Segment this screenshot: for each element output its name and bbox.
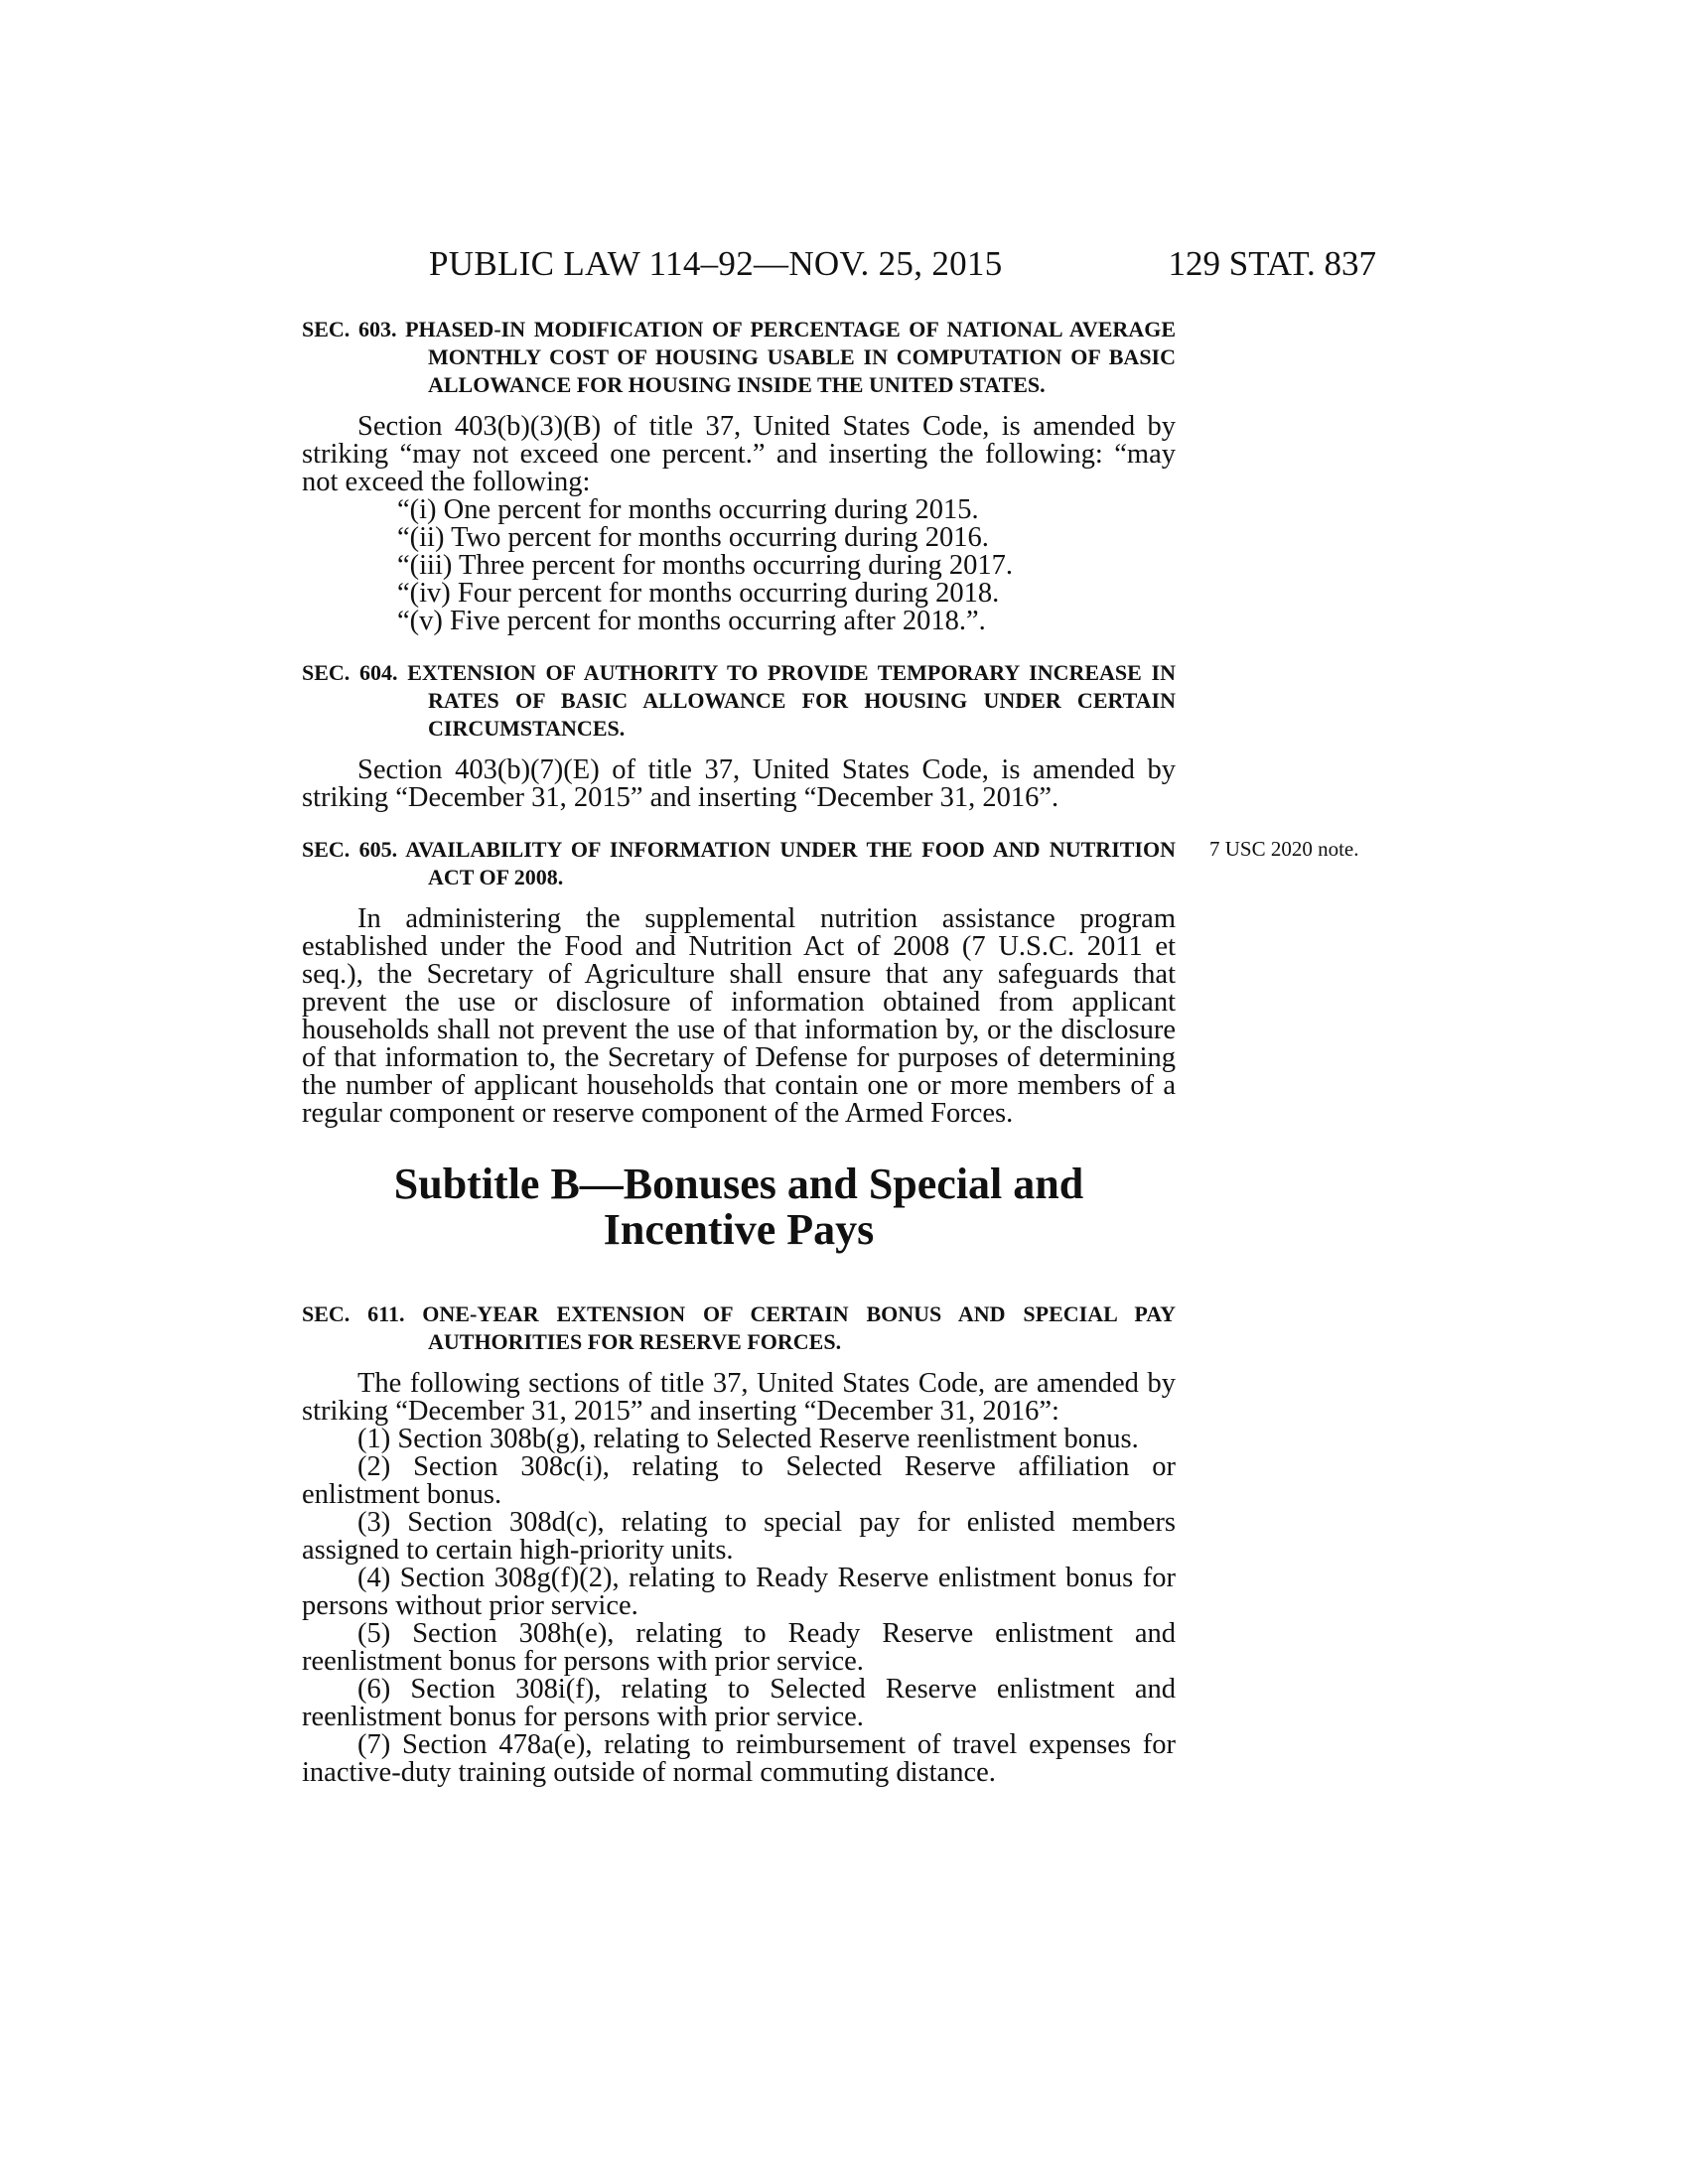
list-item: “(i) One percent for months occurring during 2015. bbox=[397, 494, 979, 525]
section-611-heading: SEC. 611. ONE-YEAR EXTENSION OF CERTAIN BONUS AND SPECIAL PAY AUTHORITIES FOR RESERVE FORCES. bbox=[302, 1301, 1176, 1354]
list-item: (3) Section 308d(c), relating to special pay for enlisted members assigned to certain high-priority units. bbox=[302, 1507, 1176, 1566]
section-603 bbox=[302, 316, 1176, 635]
section-603-body: Section 403(b)(3)(B) of title 37, United States Code, is amended by striking “may not exceed one percent.” and inserting the following: “may not exceed the following: bbox=[302, 411, 1176, 497]
list-item: “(ii) Two percent for months occurring during 2016. bbox=[397, 522, 989, 553]
statute-page-number: 129 STAT. 837 bbox=[1168, 244, 1376, 283]
list-item: “(iii) Three percent for months occurring during 2017. bbox=[397, 550, 1013, 581]
section-605 bbox=[302, 836, 1359, 1129]
list-item: (7) Section 478a(e), relating to reimbursement of travel expenses for inactive-duty training outside of normal commuting distance. bbox=[302, 1729, 1176, 1788]
margin-note: 7 USC 2020 note. bbox=[1209, 837, 1359, 861]
subtitle-line-2: Incentive Pays bbox=[603, 1205, 875, 1254]
section-605-heading: SEC. 605. AVAILABILITY OF INFORMATION UNDER THE FOOD AND NUTRITION ACT OF 2008. bbox=[302, 837, 1176, 889]
section-611-body: The following sections of title 37, United States Code, are amended by striking “December 31, 2015” and inserting “December 31, 2016”: bbox=[302, 1368, 1176, 1427]
subtitle-heading bbox=[302, 1161, 1176, 1253]
list-item: (6) Section 308i(f), relating to Selected Reserve enlistment and reenlistment bonus for persons with prior service. bbox=[302, 1674, 1176, 1732]
section-604-body: Section 403(b)(7)(E) of title 37, United States Code, is amended by striking “December 31, 2015” and inserting “December 31, 2016”. bbox=[302, 754, 1176, 813]
list-item: (2) Section 308c(i), relating to Selected Reserve affiliation or enlistment bonus. bbox=[302, 1451, 1176, 1510]
section-605-body: In administering the supplemental nutrition assistance program established under the Food and Nutrition Act of 2008 (7 U.S.C. 2011 et seq.), the Secretary of Agriculture shall ensure that any safeguards that prevent the use or disclosure of information obtained from applicant households shall not prevent the use of that information by, or the disclosure of that information to, the Secretary of Defense for purposes of determining the number of applicant households that contain one or more members of a regular component or reserve component of the Armed Forces. bbox=[302, 903, 1176, 1129]
document-body bbox=[302, 316, 1359, 1788]
page-header bbox=[302, 244, 1376, 294]
section-603-heading: SEC. 603. PHASED-IN MODIFICATION OF PERCENTAGE OF NATIONAL AVERAGE MONTHLY COST OF HOUSING USABLE IN COMPUTATION OF BASIC ALLOWANCE FOR HOUSING INSIDE THE UNITED STATES. bbox=[302, 317, 1176, 397]
section-611 bbox=[302, 1300, 1176, 1787]
section-604 bbox=[302, 659, 1176, 812]
running-head-title: PUBLIC LAW 114–92—NOV. 25, 2015 bbox=[429, 244, 1003, 283]
subtitle-line-1: Subtitle B—Bonuses and Special and bbox=[393, 1160, 1084, 1208]
section-603-list bbox=[302, 496, 1176, 635]
list-item: (5) Section 308h(e), relating to Ready Reserve enlistment and reenlistment bonus for persons with prior service. bbox=[302, 1618, 1176, 1677]
list-item: “(iv) Four percent for months occurring during 2018. bbox=[397, 578, 1000, 609]
list-item: (4) Section 308g(f)(2), relating to Ready Reserve enlistment bonus for persons without prior service. bbox=[302, 1563, 1176, 1621]
list-item: (1) Section 308b(g), relating to Selected Reserve reenlistment bonus. bbox=[357, 1424, 1139, 1454]
section-604-heading: SEC. 604. EXTENSION OF AUTHORITY TO PROVIDE TEMPORARY INCREASE IN RATES OF BASIC ALLOWANCE FOR HOUSING UNDER CERTAIN CIRCUMSTANCES. bbox=[302, 660, 1176, 741]
list-item: “(v) Five percent for months occurring after 2018.”. bbox=[397, 606, 986, 636]
